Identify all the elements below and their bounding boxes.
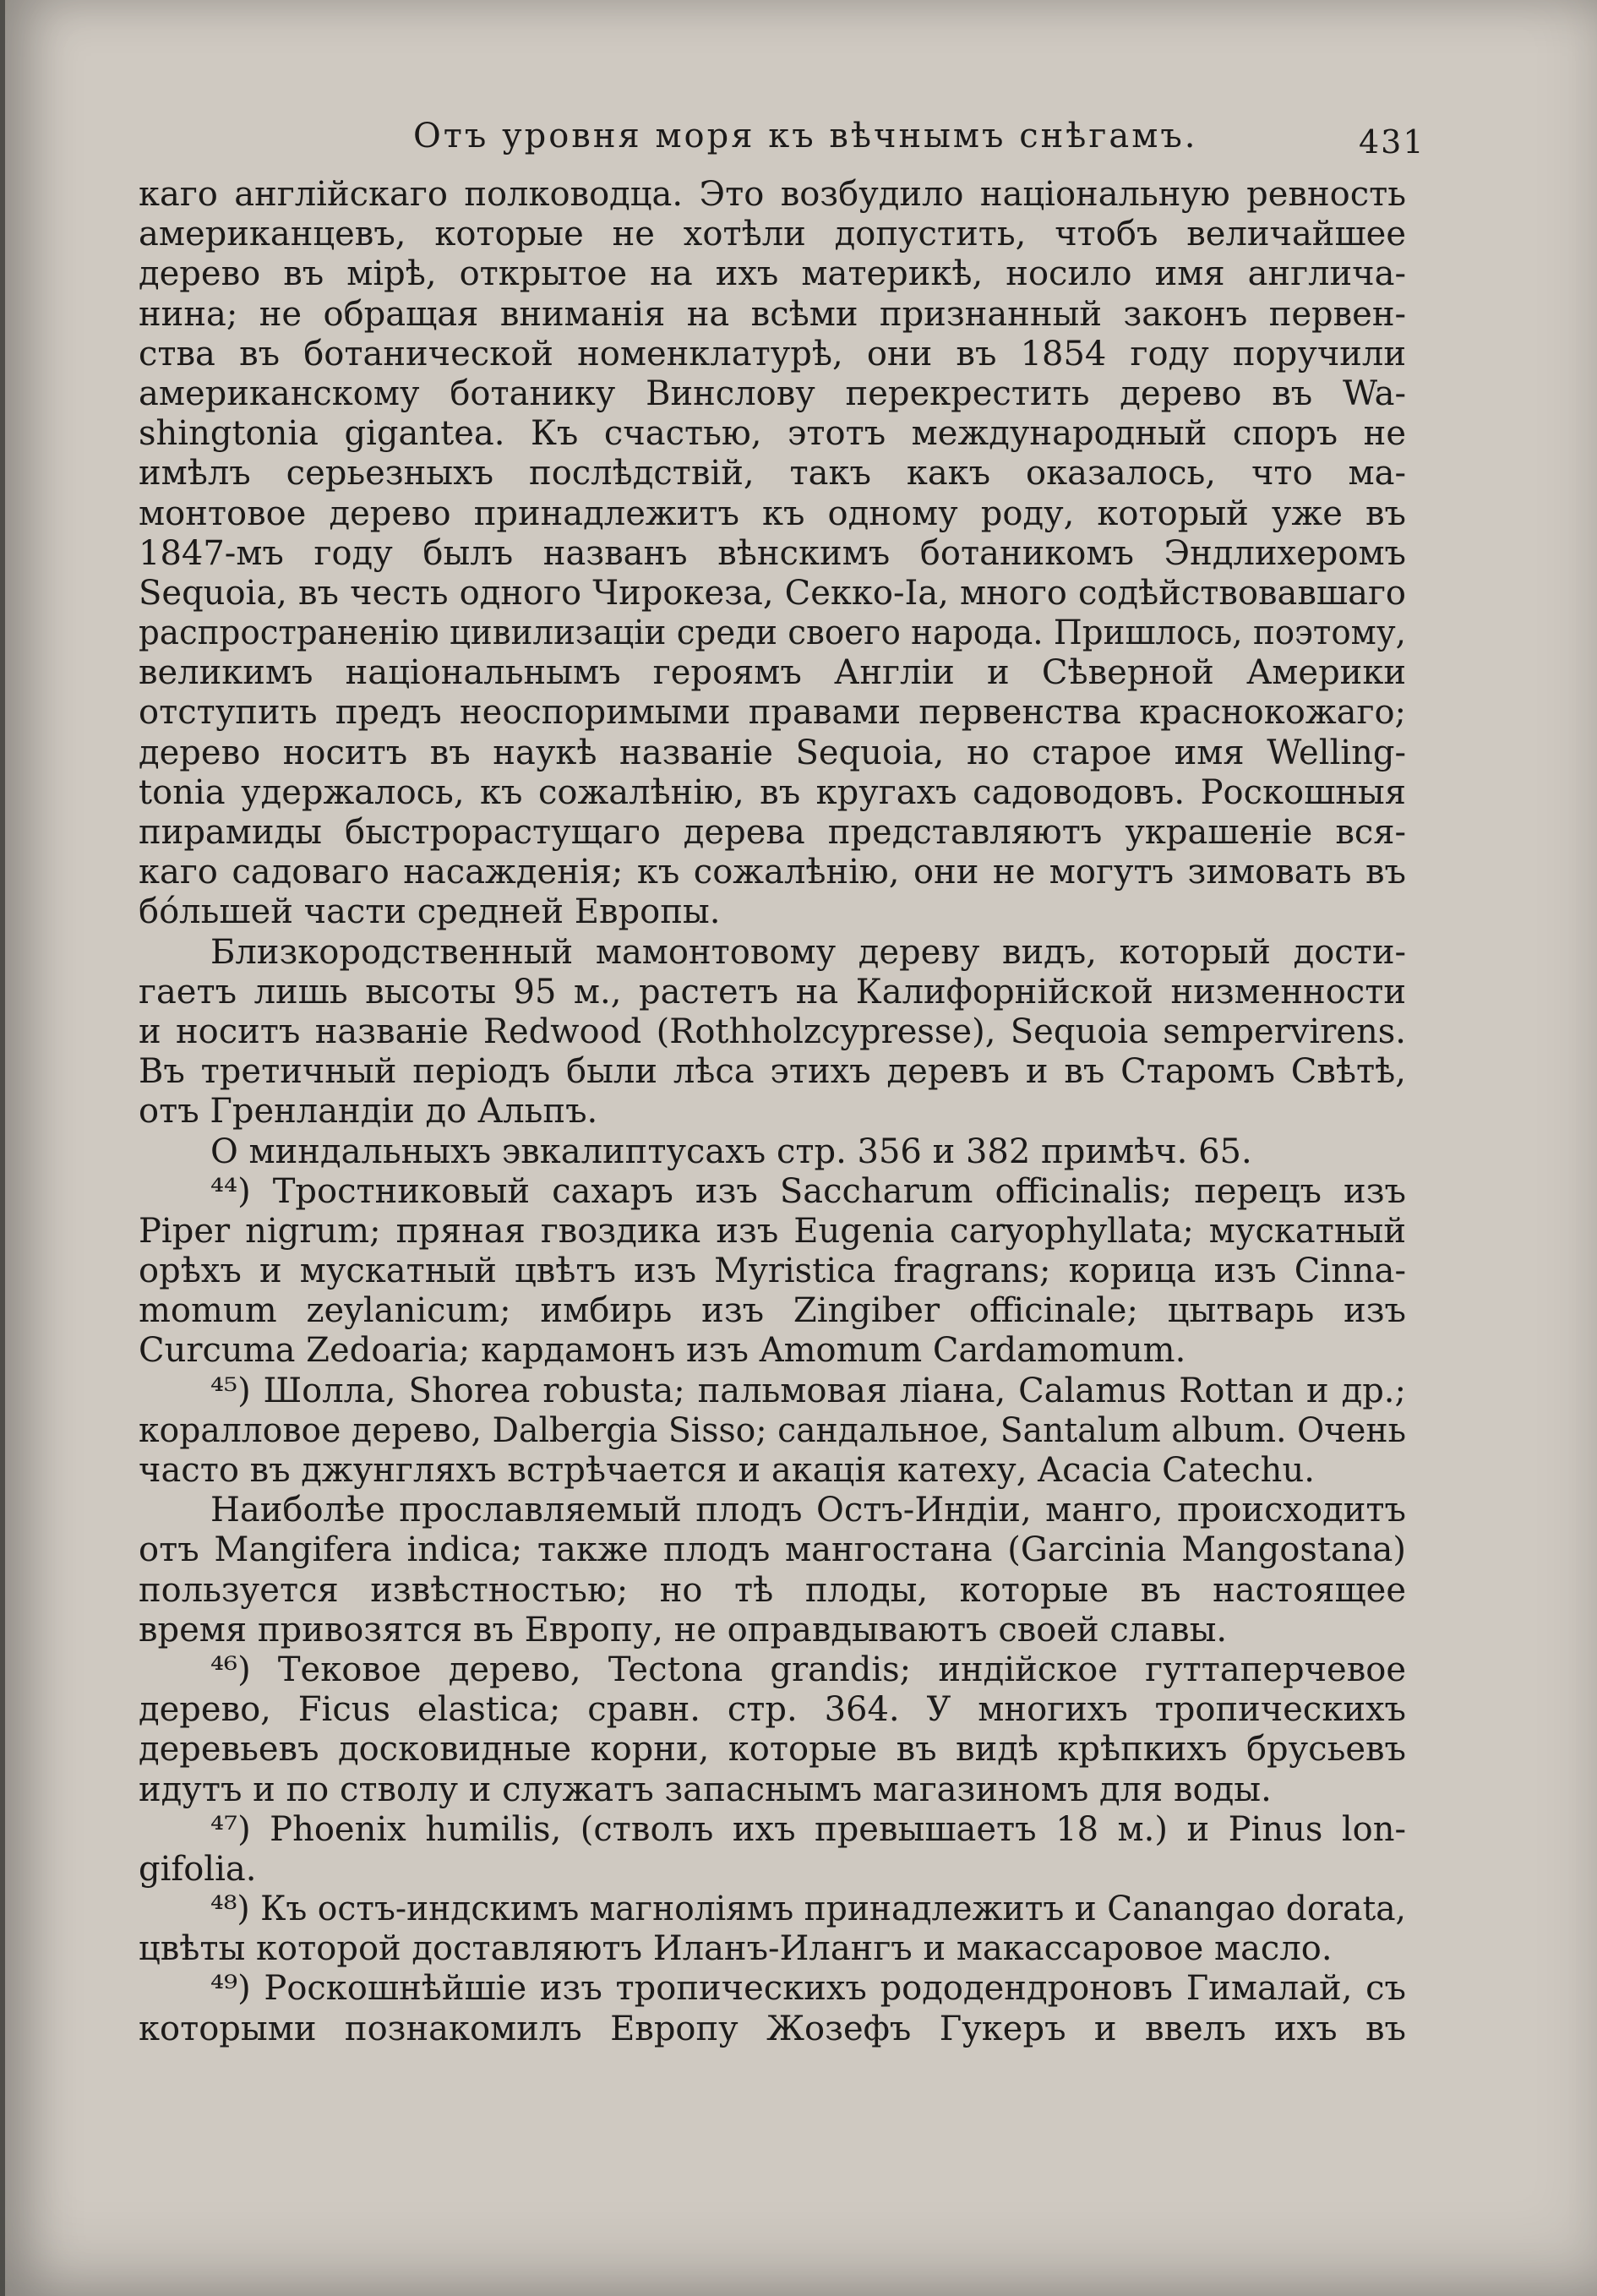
text-line: время привозятся въ Европу, не оправдываютъ своей славы.	[139, 1610, 1228, 1650]
text-line: Piper nigrum; пряная гвоздика изъ Eugenia caryophyllata; мускатный	[139, 1211, 1406, 1251]
text-line: 1847-мъ году былъ названъ вѣнскимъ ботаникомъ Эндлихеромъ	[139, 533, 1406, 573]
text-line: нина; не обращая вниманія на всѣми признанный законъ первен-	[139, 294, 1406, 334]
text-line: орѣхъ и мускатный цвѣтъ изъ Myristica fragrans; корица изъ Cinna-	[139, 1252, 1406, 1291]
text-line: великимъ національнымъ героямъ Англіи и Сѣверной Америки	[139, 653, 1406, 693]
text-line: О миндальныхъ эвкалиптусахъ стр. 356 и 382 примѣч. 65.	[210, 1132, 1252, 1171]
text-line: монтовое дерево принадлежитъ къ одному роду, который уже въ	[139, 494, 1406, 533]
text-line: ⁴⁵) Шолла, Shorea robusta; пальмовая ліана, Calamus Rottan и др.;	[210, 1371, 1406, 1410]
text-line: ⁴⁶) Тековое дерево, Tectona grandis; индійское гуттаперчевое	[210, 1650, 1406, 1689]
text-line: gifolia.	[139, 1849, 257, 1889]
running-title: Отъ уровня моря къ вѣчнымъ снѣгамъ.	[413, 117, 1198, 155]
text-line: ⁴⁴) Тростниковый сахаръ изъ Saccharum officinalis; перецъ изъ	[210, 1171, 1406, 1211]
text-line: ⁴⁷) Phoenix humilis, (стволъ ихъ превышаетъ 18 м.) и Pinus lon-	[210, 1809, 1406, 1849]
text-line: каго садоваго насажденія; къ сожалѣнію, они не могутъ зимовать въ	[139, 853, 1406, 892]
text-line: пользуется извѣстностью; но тѣ плоды, которые въ настоящее	[139, 1570, 1406, 1610]
text-line: дерево носитъ въ наукѣ названіе Sequoia, но старое имя Welling-	[139, 733, 1406, 772]
text-line: отъ Гренландіи до Альпъ.	[139, 1092, 598, 1132]
page-header	[5, 117, 1597, 167]
text-line: дерево въ мірѣ, открытое на ихъ материкѣ, носило имя англича-	[139, 254, 1406, 294]
text-line: shingtonia gigantea. Къ счастью, этотъ международный споръ не	[139, 414, 1406, 454]
text-line: коралловое дерево, Dalbergia Sisso; сандальное, Santalum album. Очень	[139, 1410, 1406, 1450]
text-line: пирамиды быстрорастущаго дерева представляютъ украшеніе вся-	[139, 813, 1406, 852]
text-line: американскому ботанику Винслову перекрестить дерево въ Wa-	[139, 374, 1406, 413]
text-line: отступить предъ неоспоримыми правами первенства краснокожаго;	[139, 693, 1406, 733]
text-line: дерево, Ficus elastica; сравн. стр. 364. У многихъ тропическихъ	[139, 1690, 1406, 1730]
text-line: Въ третичный періодъ были лѣса этихъ деревъ и въ Старомъ Свѣтѣ,	[139, 1052, 1406, 1092]
text-line: американцевъ, которые не хотѣли допустить, чтобъ величайшее	[139, 215, 1406, 254]
text-line: бо́льшей части средней Европы.	[139, 892, 721, 932]
text-line: деревьевъ досковидные корни, которые въ видѣ крѣпкихъ брусьевъ	[139, 1730, 1406, 1770]
text-line: Наиболѣе прославляемый плодъ Остъ-Индіи, манго, происходитъ	[210, 1491, 1406, 1530]
text-line: momum zeylanicum; имбирь изъ Zingiber officinale; цытварь изъ	[139, 1291, 1406, 1331]
text-line: идутъ и по стволу и служатъ запаснымъ магазиномъ для воды.	[139, 1770, 1272, 1809]
text-line: часто въ джунгляхъ встрѣчается и акація катеху, Acacia Catechu.	[139, 1451, 1315, 1490]
text-line: и носитъ названіе Redwood (Rothholzcypresse), Sequoia sempervirens.	[139, 1012, 1406, 1051]
text-line: Curcuma Zedoaria; кардамонъ изъ Amomum Cardamomum.	[139, 1331, 1186, 1371]
text-line: Близкородственный мамонтовому дереву видъ, который дости-	[210, 932, 1406, 972]
page-number: 431	[1359, 123, 1425, 161]
book-page	[5, 0, 1597, 2296]
text-line: Sequoia, въ честь одного Чирокеза, Секко-Іа, много содѣйствовавшаго	[139, 573, 1406, 613]
text-line: отъ Mangifera indica; также плодъ мангостана (Garcinia Mangostana)	[139, 1530, 1406, 1570]
text-line: ⁴⁹) Роскошнѣйшіе изъ тропическихъ рододендроновъ Гималай, съ	[210, 1969, 1406, 2009]
text-line: которыми познакомилъ Европу Жозефъ Гукеръ и ввелъ ихъ въ	[139, 2009, 1406, 2048]
text-line: цвѣты которой доставляютъ Иланъ-Илангъ и макассаровое масло.	[139, 1929, 1333, 1969]
text-line: распространенію цивилизаціи среди своего народа. Пришлось, поэтому,	[139, 614, 1406, 653]
text-line: ⁴⁸) Къ остъ-индскимъ магноліямъ принадлежитъ и Canangao dorata,	[210, 1890, 1406, 1929]
body-text	[139, 175, 1406, 2049]
text-line: каго англійскаго полководца. Это возбудило національную ревность	[139, 175, 1406, 214]
text-line: tonia удержалось, къ сожалѣнію, въ кругахъ садоводовъ. Роскошныя	[139, 772, 1406, 812]
text-line: гаетъ лишь высоты 95 м., растетъ на Калифорнійской низменности	[139, 972, 1406, 1012]
text-line: имѣлъ серьезныхъ послѣдствій, такъ какъ оказалось, что ма-	[139, 454, 1406, 494]
text-line: ства въ ботанической номенклатурѣ, они въ 1854 году поручили	[139, 334, 1406, 374]
